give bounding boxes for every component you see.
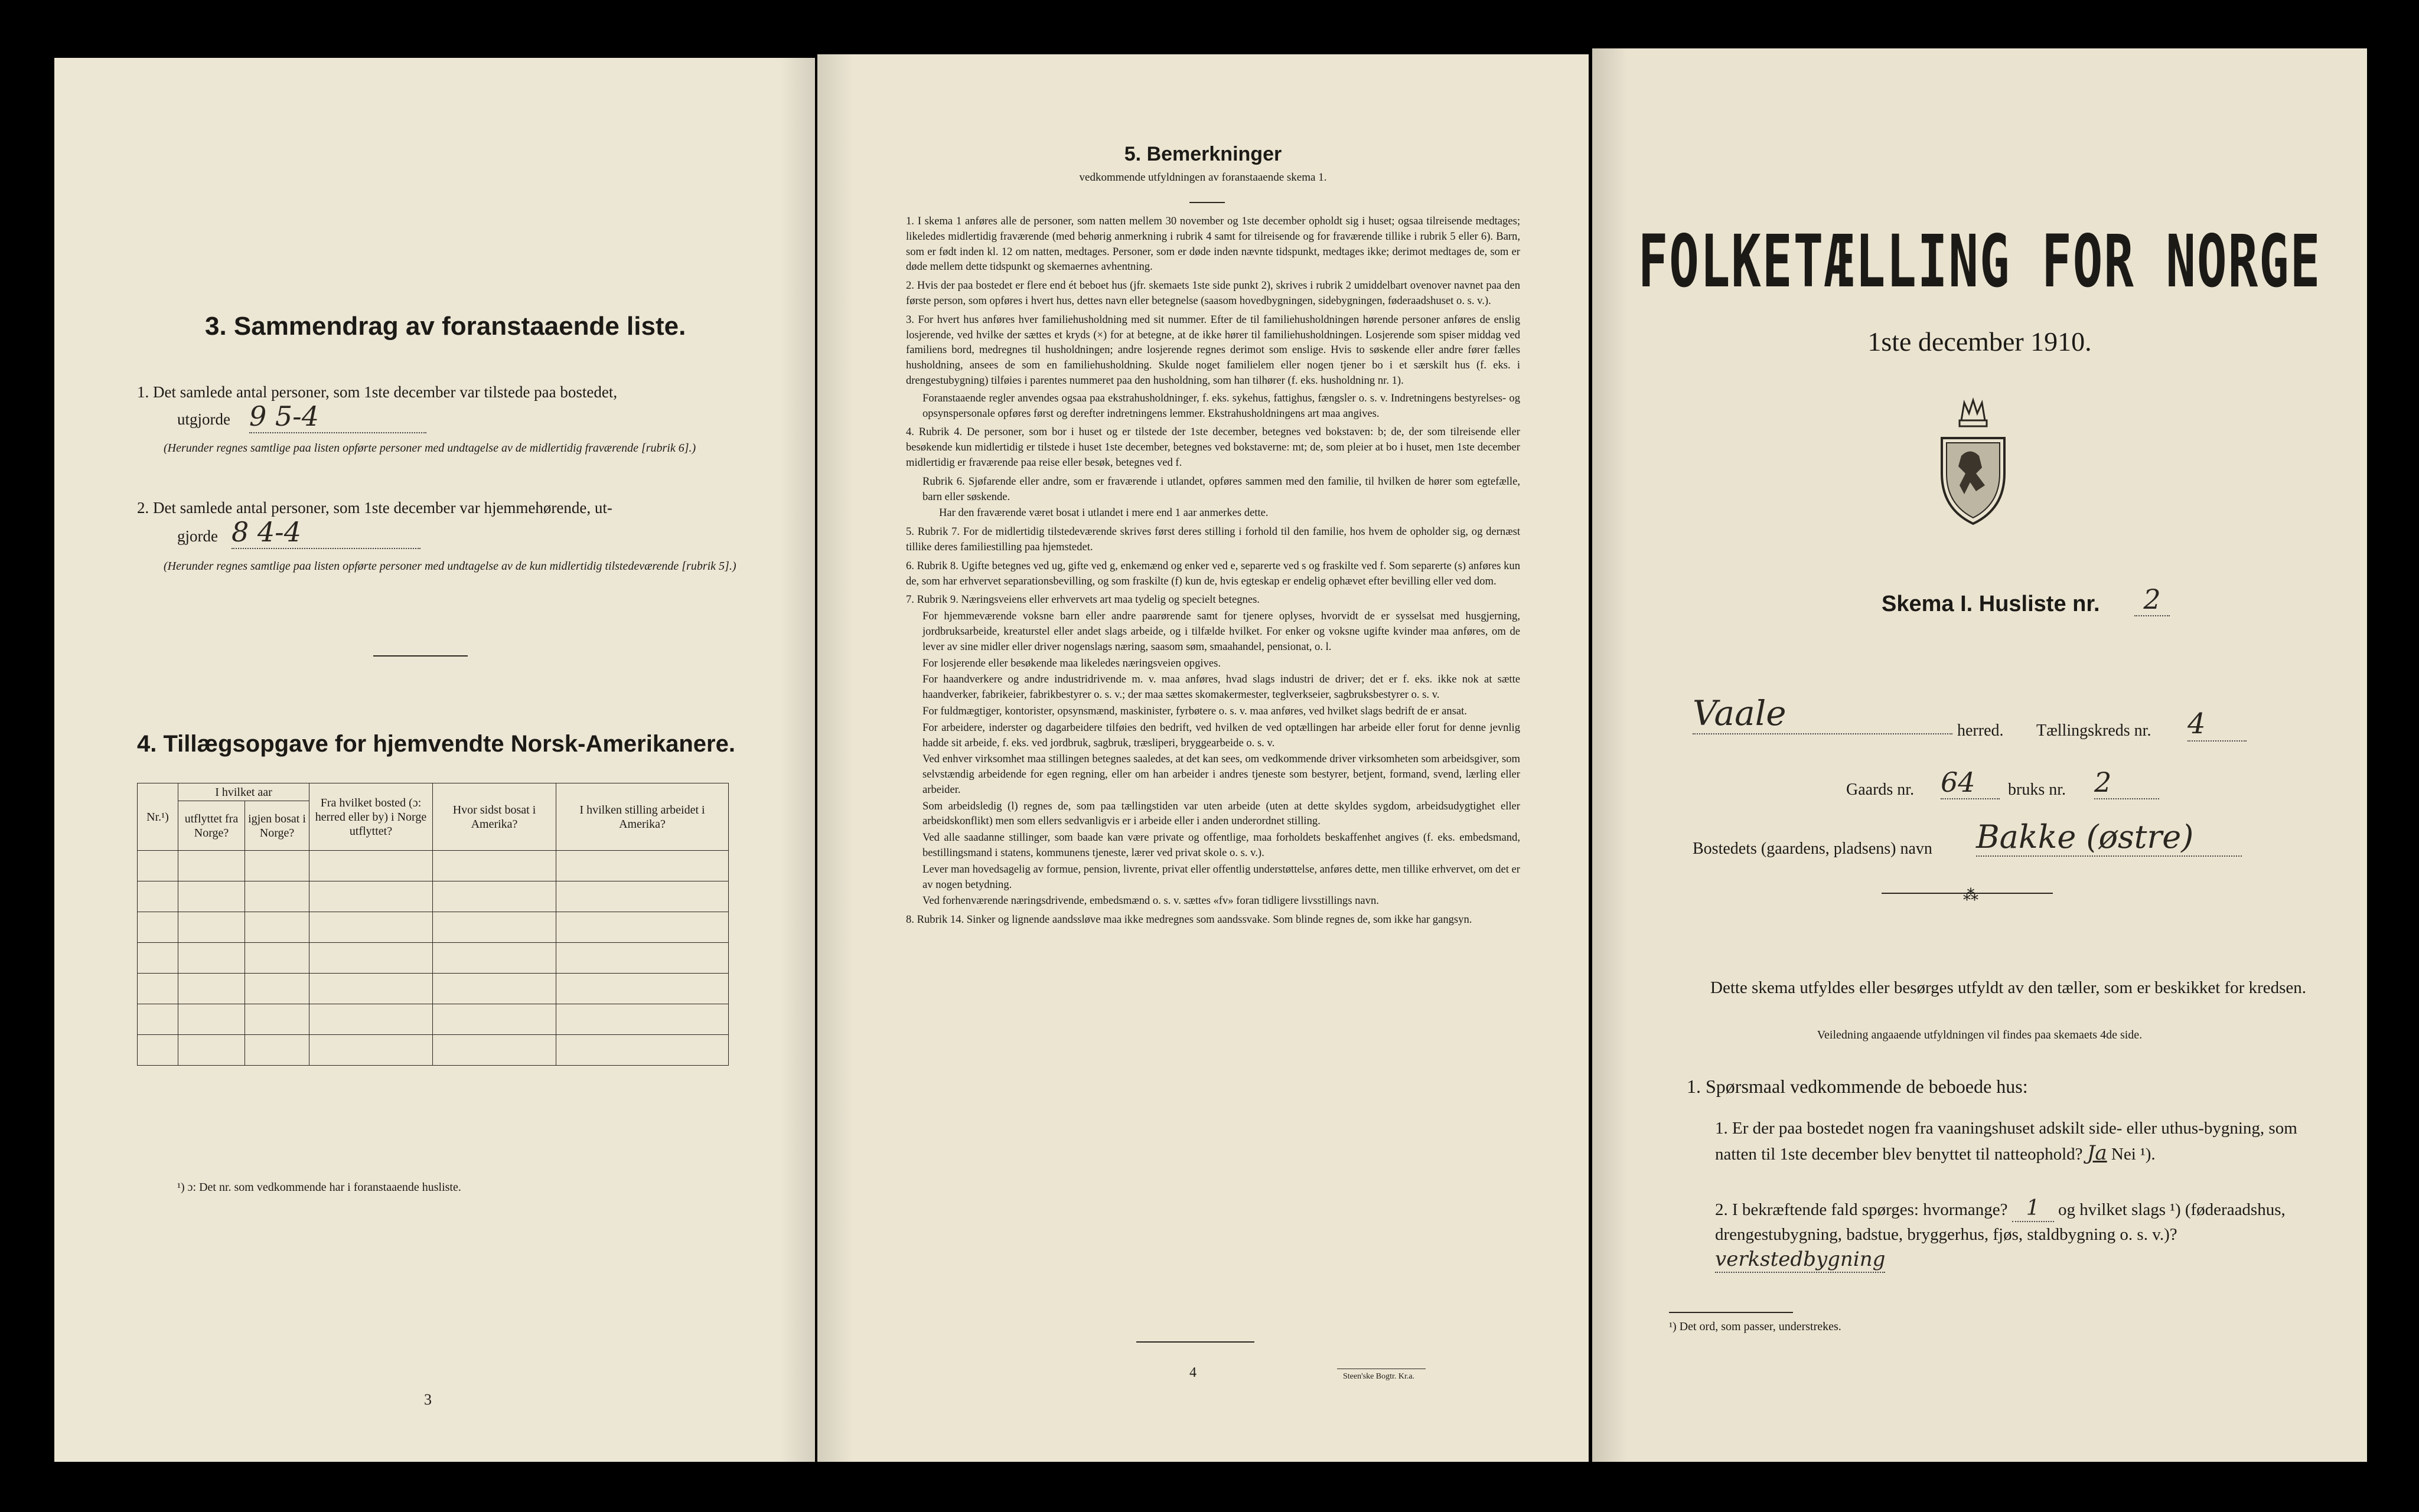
q2-utgjorde: gjorde: [177, 527, 218, 545]
q2-answer[interactable]: verkstedbygning: [1715, 1247, 1885, 1273]
col-fra-hvilket-bosted: Fra hvilket bosted (ɔ: herred eller by) i Norge utflyttet?: [309, 783, 433, 851]
veiledning-note: Veiledning angaaende utfyldningen vil findes paa skemaets 4de side.: [1817, 1028, 2143, 1041]
q1-note: (Herunder regnes samtlige paa listen opførte personer med undtagelse av de midlertidig fraværende [rubrik 6].): [164, 442, 696, 455]
main-title: FOLKETÆLLING FOR NORGE: [1638, 220, 2322, 304]
page-3: [54, 58, 815, 1462]
remark-item: Har den fraværende været bosat i utlandet i mere end 1 aar anmerkes dette.: [939, 507, 1269, 520]
table-row: [138, 912, 729, 943]
section-1-title: 1. Spørsmaal vedkommende de beboede hus:: [1687, 1076, 2028, 1097]
page-4: [817, 54, 1589, 1462]
remark-item: 1. I skema 1 anføres alle de personer, som natten mellem 30 november og 1ste december opholdt sig i huset; ogsaa tilreisende medtages; likeledes midlertidig fraværende (med behørig anmerkning i rubrik 4 samt for tilreisende og for fraværende tillike i rubrik 5 eller 6). Barn, som er født inden kl. 12 om natten, medtages. Personer, som er døde inden nævnte tidspunkt, medtages ikke; derimot medtages de, som er døde mellem dette tidspunkt og skemaernes avhentning.: [906, 215, 1520, 273]
remark-item: 4. Rubrik 4. De personer, som bor i huset og er tilstede der 1ste december, betegnes ved bokstaven: b; de, der som tilreisende eller besøkende kun midlertidig er tilstede i huset 1ste december, betegnes ved bokstaverne: mt; de, som pleier at bo i huset, men 1ste december midlertidig er fraværende paa reise eller besøk, betegnes ved f.: [906, 426, 1520, 469]
remark-item: For haandverkere og andre industridrivende m. v. maa anføres, hvad slags industri de driver; det er f. eks. ikke nok at sætte haandverker, fabrikeier, fabrikbestyrer o. s. v.; der maa sættes skomakermester, teglverkseier, sagbruksbestyrer o. s. v.: [922, 673, 1520, 701]
remark-item: Lever man hovedsagelig av formue, pension, livrente, privat eller offentlig understøttelse, anføres dette, men tillike erhvervet, om det er av nogen betydning.: [922, 863, 1520, 891]
gaards-value[interactable]: 64: [1941, 766, 2000, 799]
q1-nei-option[interactable]: Nei ¹).: [2111, 1145, 2156, 1164]
question-2-prefix: 2. I bekræftende fald spørges: hvormange?: [1715, 1200, 2008, 1219]
remark-item: For arbeidere, inderster og dagarbeidere tilføies den bedrift, ved hvilken de ved optællingen har arbeide eller forut for denne jevnlig hadde sit arbeide, f. eks. ved jordbruk, sagbruk, træsliperi, bryggearbeide o. s. v.: [922, 721, 1520, 749]
remark-item: For hjemmeværende voksne barn eller andre paarørende samt for tjenere oplyses, hvorvidt de er sysselsat med husgjerning, jordbruksarbeide, kreaturstel eller andet slags arbeide, og i tilfælde hvilket. For enker og voksne ugifte kvinder maa anføres, om de lever av sine midler eller driver nogenslags næring, saasom søm, smaahandel, pensionat, o. l.: [922, 610, 1520, 653]
table-row: [138, 851, 729, 881]
herred-label: herred.: [1957, 721, 2004, 740]
remark-item: Ved forhenværende næringsdrivende, embedsmænd o. s. v. sættes «fv» foran tidligere livsstillings navn.: [922, 894, 1379, 907]
tellingskreds-label: Tællingskreds nr.: [2036, 721, 2151, 740]
remark-item: 8. Rubrik 14. Sinker og lignende aandssløve maa ikke medregnes som aandssvake. Som blinde regnes de, som ikke har gangsyn.: [906, 913, 1472, 926]
question-2: [1715, 1196, 2306, 1273]
q1-utgjorde: utgjorde: [177, 410, 230, 428]
divider: [1136, 1341, 1254, 1343]
remark-item: 7. Rubrik 9. Næringsveiens eller erhvervets art maa tydelig og specielt betegnes.: [906, 593, 1260, 606]
census-date: 1ste december 1910.: [1867, 326, 2092, 357]
col-i-hvilket-aar: I hvilket aar: [178, 783, 309, 801]
page-1-footnote: ¹) Det ord, som passer, understrekes.: [1669, 1320, 1841, 1333]
divider: [1669, 1312, 1793, 1313]
bruks-value[interactable]: 2: [2094, 766, 2159, 799]
remarks-list: [906, 214, 1520, 929]
intro-text: Dette skema utfyldes eller besørges utfyldt av den tæller, som er beskikket for kredsen.: [1710, 978, 2306, 997]
page-number: 4: [1189, 1365, 1197, 1380]
ornament-icon: ⁂: [1963, 887, 1978, 904]
skema-label: Skema I. Husliste nr.: [1882, 592, 2100, 616]
table-row: [138, 1004, 729, 1035]
remark-item: For fuldmægtiger, kontorister, opsynsmænd, maskinister, fyrbøtere o. s. v. maa anføres, ved hvilket slags bedrift de er ansat.: [922, 704, 1467, 717]
table-footnote: ¹) ɔ: Det nr. som vedkommende har i foranstaaende husliste.: [177, 1181, 461, 1194]
remarks-title: 5. Bemerkninger: [1124, 143, 1282, 165]
section-4-title: 4. Tillægsopgave for hjemvendte Norsk-Amerikanere.: [137, 731, 735, 757]
remark-item: Foranstaaende regler anvendes ogsaa paa ekstrahusholdninger, f. eks. sykehus, fattighus, fængsler o. s. v. Indretningens bestyrelses- og opsynspersonale opføres først og derefter indretningens lemmer. Ekstrahusholdningens art maa angives.: [922, 391, 1520, 420]
remark-item: Rubrik 6. Sjøfarende eller andre, som er fraværende i utlandet, opføres sammen med den familie, til hvilken de hører som egtefælle, barn eller søskende.: [922, 475, 1520, 503]
husliste-nr: 2: [2134, 583, 2170, 616]
table-row: [138, 974, 729, 1004]
bosted-value[interactable]: Bakke (østre): [1976, 818, 2242, 857]
q1-text: 1. Det samlede antal personer, som 1ste december var tilstede paa bostedet,: [137, 383, 618, 401]
col-igjen-bosat: igjen bosat i Norge?: [245, 801, 309, 851]
herred-value[interactable]: Vaale: [1693, 693, 1952, 734]
col-stilling: I hvilken stilling arbeidet i Amerika?: [556, 783, 729, 851]
col-nr: Nr.¹): [138, 783, 178, 851]
q1-ja-option[interactable]: Ja: [2087, 1141, 2107, 1165]
table-row: [138, 881, 729, 912]
page-1: [1592, 48, 2367, 1462]
remark-item: For losjerende eller besøkende maa likeledes næringsveien opgives.: [922, 657, 1221, 670]
col-hvor-sidst: Hvor sidst bosat i Amerika?: [433, 783, 556, 851]
remark-item: 5. Rubrik 7. For de midlertidig tilstedeværende skrives først deres stilling i forhold til den familie, hos hvem de opholder sig, og dernæst tillike deres familiestilling paa hjemstedet.: [906, 525, 1520, 553]
coat-of-arms-icon: [1935, 397, 2012, 527]
remarks-subtitle: vedkommende utfyldningen av foranstaaende skema 1.: [1079, 171, 1327, 184]
q2-text: 2. Det samlede antal personer, som 1ste december var hjemmehørende, ut-: [137, 499, 612, 517]
remark-item: Som arbeidsledig (l) regnes de, som paa tællingstiden var uten arbeide (uten at dette skyldes sygdom, arbeidsudygtighet eller arbeidskonflikt) men som ellers sedvanligvis er i arbeide eller i anden underordnet stilling.: [922, 799, 1520, 828]
col-utflyttet: utflyttet fra Norge?: [178, 801, 245, 851]
q2-count[interactable]: 1: [2012, 1196, 2054, 1222]
remark-item: 3. For hvert hus anføres hver familiehusholdning med sit nummer. Efter de til familiehusholdningen hørende personer anføres de enslig losjerende, ved hvilke der sættes et kryds (×) for at betegne, at de ikke hører til familiehusholdningen. Losjerende som spiser middag ved familiens bord, medregnes til husholdningen; andre losjerende regnes derimot som enslige. Hvis to søskende eller andre fører fælles husholdning, ansees de som en familiehusholdning. Skulde noget familielem eller nogen tjener bo i et særskilt hus (f. eks. i drengestubygning) tilføies i parentes nummeret paa den husholdning, som han tilhører (f. eks. husholdning nr. 1).: [906, 313, 1520, 387]
bruks-label: bruks nr.: [2008, 781, 2066, 799]
q2-note: (Herunder regnes samtlige paa listen opførte personer med undtagelse av de kun midlertidig tilstedeværende [rubrik 5].): [164, 560, 736, 573]
question-2-text: og hvilket slags ¹) (føderaadshus, drengestubygning, badstue, bryggerhus, fjøs, staldbygning o. s. v.)?: [1715, 1200, 2286, 1244]
remark-item: 2. Hvis der paa bostedet er flere end ét beboet hus (jfr. skemaets 1ste side punkt 2), skrives i rubrik 2 umiddelbart ovenover navnet paa den første person, som opføres i hvert hus, dettes navn eller betegnelse (saasom hovedbygningen, sidebygningen, føderaadshuset o. s. v.).: [906, 279, 1520, 307]
question-1: [1715, 1116, 2306, 1167]
bosted-label: Bostedets (gaardens, pladsens) navn: [1693, 840, 1932, 858]
divider: [373, 655, 468, 657]
section-3-title: 3. Sammendrag av foranstaaende liste.: [205, 312, 686, 341]
divider: [1189, 202, 1225, 203]
gaards-label: Gaards nr.: [1846, 781, 1915, 799]
question-1-text: 1. Er der paa bostedet nogen fra vaaningshuset adskilt side- eller uthus-bygning, som natten til 1ste december blev benyttet til natteophold?: [1715, 1119, 2297, 1164]
q1-value: 9 5-4: [249, 400, 426, 433]
printer-imprint: Steen'ske Bogtr. Kr.a.: [1343, 1372, 1415, 1381]
remark-item: Ved enhver virksomhet maa stillingen betegnes saaledes, at det kan sees, om vedkommende driver virksomheten som arbeidsgiver, som selvstændig arbeidende for egen regning, eller om han arbeider i andres tjeneste som bestyrer, betjent, formand, svend, lærling eller arbeider.: [922, 753, 1520, 796]
q2-value: 8 4-4: [232, 516, 420, 549]
remark-item: Ved alle saadanne stillinger, som baade kan være private og offentlige, maa forholdets beskaffenhet angives (f. eks. embedsmand, bestillingsmand i statens, kommunens tjeneste, lærer ved privat skole o. s. v.).: [922, 831, 1520, 860]
table-row: [138, 1035, 729, 1066]
table-row: [138, 943, 729, 974]
norsk-amerikanere-table: [137, 783, 729, 1066]
page-number: 3: [424, 1391, 432, 1408]
remark-item: 6. Rubrik 8. Ugifte betegnes ved ug, gifte ved g, enkemænd og enker ved e, separerte ved s og fraskilte ved f. Som separerte (s) anføres kun de, som har erhvervet separationsbevilling, og som fraskilte (f) kun de, hvis egteskap er endelig ophævet efter bevilling eller ved dom.: [906, 559, 1520, 587]
tellingskreds-value[interactable]: 4: [2187, 707, 2247, 742]
